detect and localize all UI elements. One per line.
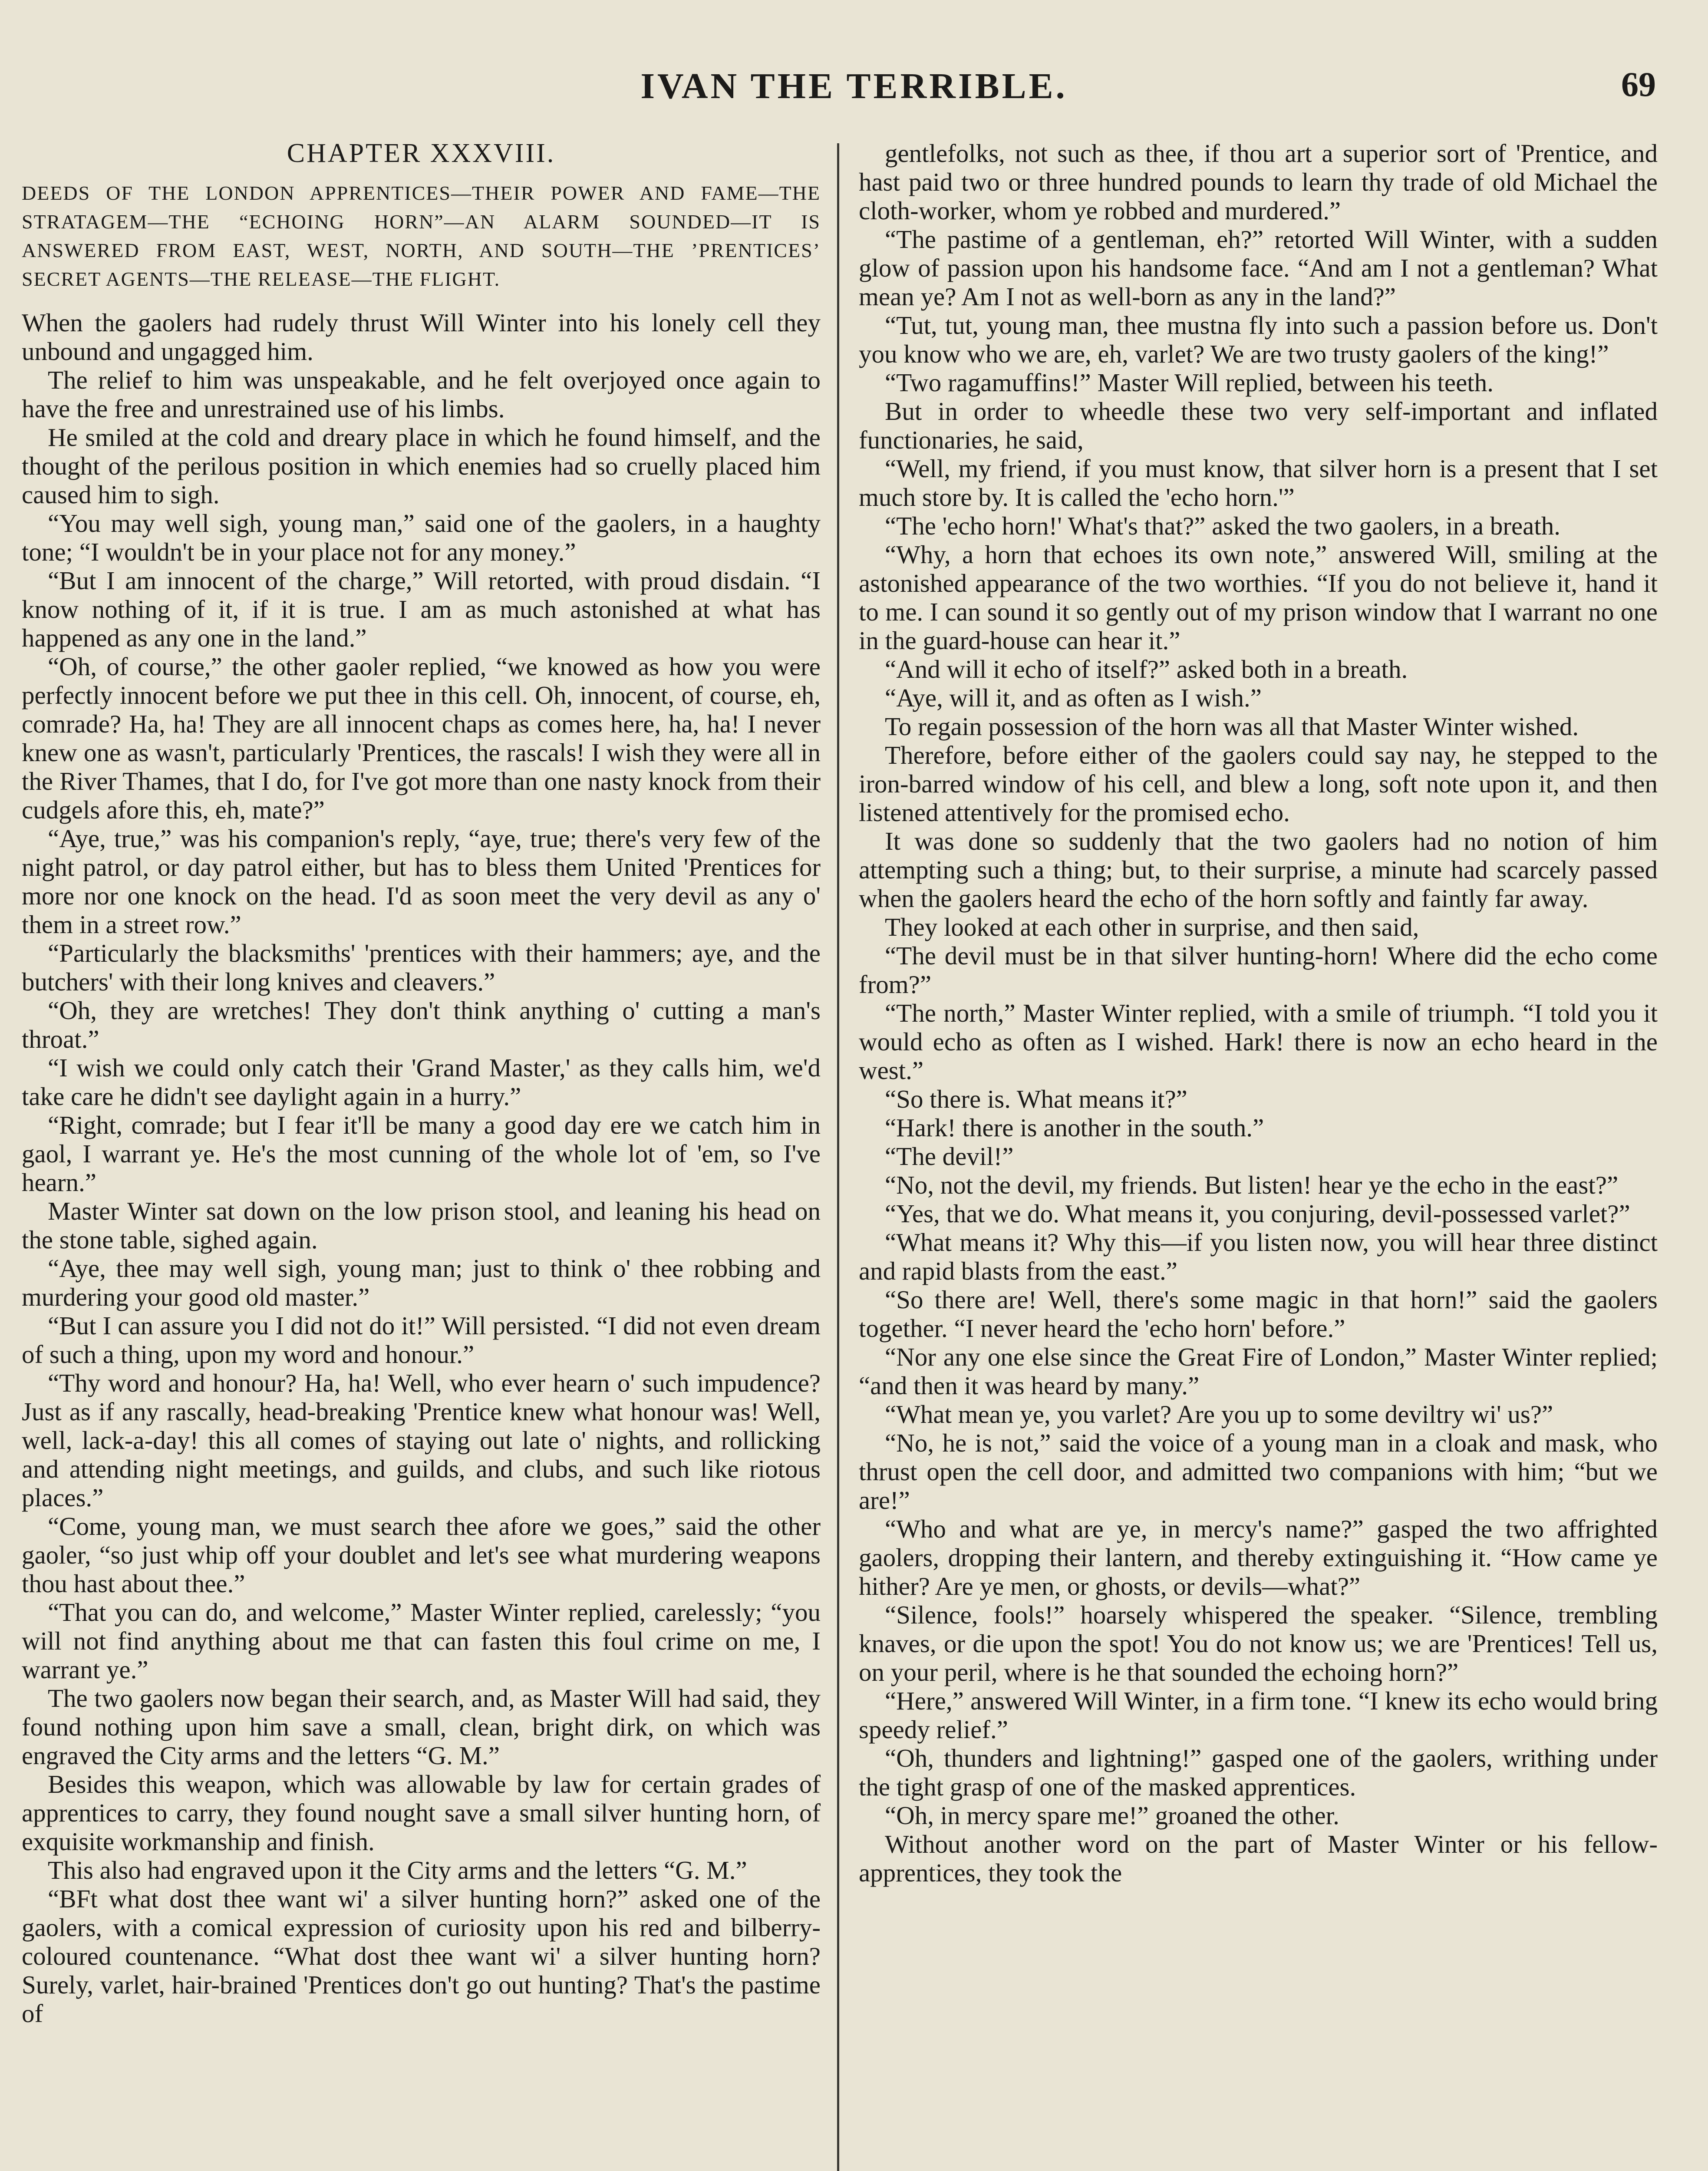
paragraph: “The devil!” bbox=[885, 1142, 1014, 1171]
paragraph: “Right, comrade; but I fear it'll be many a good day ere we catch him in gaol, I warrant ye. He's the most cunning of the whole lot of 'em, so I've hearn.” bbox=[22, 1111, 821, 1197]
paragraph: “No, not the devil, my friends. But listen! hear ye the echo in the east?” bbox=[885, 1171, 1619, 1199]
paragraph: Master Winter sat down on the low prison stool, and leaning his head on the stone table, sighed again. bbox=[22, 1197, 821, 1254]
paragraph: Therefore, before either of the gaolers could say nay, he stepped to the iron-barred window of his cell, and blew a long, soft note upon it, and then listened attentively for the promised echo. bbox=[859, 741, 1658, 827]
paragraph: gentlefolks, not such as thee, if thou art a superior sort of 'Prentice, and hast paid two or three hundred pounds to learn thy trade of old Michael the cloth-worker, whom ye robbed and murdered.” bbox=[859, 139, 1658, 225]
paragraph: “So there is. What means it?” bbox=[885, 1085, 1187, 1113]
paragraph: This also had engraved upon it the City arms and the letters “G. M.” bbox=[48, 1856, 747, 1884]
paragraph: “Aye, will it, and as often as I wish.” bbox=[885, 683, 1262, 712]
paragraph: It was done so suddenly that the two gaolers had no notion of him attempting such a thing; but, to their surprise, a minute had scarcely passed when the gaolers heard the echo of the horn softly and faintly far away. bbox=[859, 827, 1658, 913]
paragraph: “Come, young man, we must search thee afore we goes,” said the other gaoler, “so just whip off your doublet and let's see what murdering weapons thou hast about thee.” bbox=[22, 1512, 821, 1598]
paragraph: “And will it echo of itself?” asked both in a breath. bbox=[885, 655, 1408, 683]
page-number: 69 bbox=[1621, 66, 1656, 104]
paragraph: “Who and what are ye, in mercy's name?” gasped the two affrighted gaolers, dropping their lantern, and thereby extinguishing it. “How came ye hither? Are ye men, or ghosts, or devils—what?” bbox=[859, 1514, 1658, 1600]
paragraph: “Aye, true,” was his companion's reply, “aye, true; there's very few of the night patrol, or day patrol either, but has to bless them United 'Prentices for more nor one knock on the head. I'd as soon meet the very devil as any o' them in a street row.” bbox=[22, 824, 821, 939]
paragraph: The two gaolers now began their search, and, as Master Will had said, they found nothing upon him save a small, clean, bright dirk, on which was engraved the City arms and the letters “G. M.” bbox=[22, 1684, 821, 1770]
paragraph: “Particularly the blacksmiths' 'prentices with their hammers; aye, and the butchers' with their long knives and cleavers.” bbox=[22, 939, 821, 996]
paragraph: “The north,” Master Winter replied, with a smile of triumph. “I told you it would echo as often as I wished. Hark! there is now an echo heard in the west.” bbox=[859, 999, 1658, 1085]
paragraph: “But I can assure you I did not do it!” Will persisted. “I did not even dream of such a thing, upon my word and honour.” bbox=[22, 1311, 821, 1369]
paragraph: He smiled at the cold and dreary place in which he found himself, and the thought of the perilous position in which enemies had so cruelly placed him caused him to sigh. bbox=[22, 423, 821, 509]
left-column bbox=[22, 139, 821, 2171]
paragraph: “Well, my friend, if you must know, that silver horn is a present that I set much store by. It is called the 'echo horn.'” bbox=[859, 454, 1658, 511]
running-title: IVAN THE TERRIBLE. bbox=[640, 66, 1068, 106]
paragraph: “Yes, that we do. What means it, you conjuring, devil-possessed varlet?” bbox=[885, 1199, 1630, 1228]
paragraph: “So there are! Well, there's some magic in that horn!” said the gaolers together. “I never heard the 'echo horn' before.” bbox=[859, 1285, 1658, 1343]
paragraph: “Oh, thunders and lightning!” gasped one of the gaolers, writhing under the tight grasp of one of the masked apprentices. bbox=[859, 1744, 1658, 1801]
paragraph: “What mean ye, you varlet? Are you up to some deviltry wi' us?” bbox=[885, 1400, 1553, 1429]
paragraph: To regain possession of the horn was all that Master Winter wished. bbox=[885, 712, 1579, 741]
paragraph: “Two ragamuffins!” Master Will replied, between his teeth. bbox=[885, 368, 1494, 397]
paragraph: “No, he is not,” said the voice of a young man in a cloak and mask, who thrust open the cell door, and admitted two companions with him; “but we are!” bbox=[859, 1429, 1658, 1514]
paragraph: “What means it? Why this—if you listen now, you will hear three distinct and rapid blasts from the east.” bbox=[859, 1228, 1658, 1285]
paragraph: “Oh, they are wretches! They don't think anything o' cutting a man's throat.” bbox=[22, 996, 821, 1053]
right-column bbox=[859, 139, 1658, 2171]
chapter-synopsis: DEEDS OF THE LONDON APPRENTICES—THEIR POWER AND FAME—THE STRATAGEM—THE “ECHOING HORN”—AN ALARM SOUNDED—IT IS ANSWERED FROM EAST, WEST, NORTH, AND SOUTH—THE ’PRENTICES’ SECRET AGENTS—THE RELEASE—THE FLIGHT. bbox=[22, 182, 821, 290]
paragraph: “Thy word and honour? Ha, ha! Well, who ever hearn o' such impudence? Just as if any rascally, head-breaking 'Prentice knew what honour was! Well, well, lack-a-day! this all comes of staying out late o' nights, and rollicking and attending night meetings, and guilds, and clubs, and such like riotous places.” bbox=[22, 1369, 821, 1512]
paragraph: The relief to him was unspeakable, and he felt overjoyed once again to have the free and unrestrained use of his limbs. bbox=[22, 366, 821, 423]
paragraph: But in order to wheedle these two very self-important and inflated functionaries, he said, bbox=[859, 397, 1658, 454]
paragraph: “Oh, in mercy spare me!” groaned the other. bbox=[885, 1801, 1339, 1830]
paragraph: Besides this weapon, which was allowable by law for certain grades of apprentices to carry, they found nought save a small silver hunting horn, of exquisite workmanship and finish. bbox=[22, 1770, 821, 1856]
paragraph: “Here,” answered Will Winter, in a firm tone. “I knew its echo would bring speedy relief.” bbox=[859, 1686, 1658, 1744]
paragraph: “Oh, of course,” the other gaoler replied, “we knowed as how you were perfectly innocent before we put thee in this cell. Oh, innocent, of course, eh, comrade? Ha, ha! They are all innocent chaps as comes here, ha, ha! I never knew one as wasn't, particularly 'Prentices, the rascals! I wish they were all in the River Thames, that I do, for I've got more than one nasty knock from their cudgels afore this, eh, mate?” bbox=[22, 652, 821, 824]
paragraph: “That you can do, and welcome,” Master Winter replied, carelessly; “you will not find anything about me that can fasten this foul crime on me, I warrant ye.” bbox=[22, 1598, 821, 1684]
paragraph: Without another word on the part of Master Winter or his fellow-apprentices, they took the bbox=[859, 1830, 1658, 1887]
paragraph: “The pastime of a gentleman, eh?” retorted Will Winter, with a sudden glow of passion upon his handsome face. “And am I not a gentleman? What mean ye? Am I not as well-born as any in the land?” bbox=[859, 225, 1658, 311]
page-header bbox=[0, 65, 1708, 113]
paragraph: “Silence, fools!” hoarsely whispered the speaker. “Silence, trembling knaves, or die upon the spot! You do not know us; we are 'Prentices! Tell us, on your peril, where is he that sounded the echoing horn?” bbox=[859, 1600, 1658, 1686]
chapter-heading: CHAPTER XXXVIII. bbox=[287, 139, 556, 168]
paragraph: “Aye, thee may well sigh, young man; just to think o' thee robbing and murdering your good old master.” bbox=[22, 1254, 821, 1311]
paragraph: “You may well sigh, young man,” said one of the gaolers, in a haughty tone; “I wouldn't be in your place not for any money.” bbox=[22, 509, 821, 566]
paragraph: “Hark! there is another in the south.” bbox=[885, 1113, 1264, 1142]
paragraph: “But I am innocent of the charge,” Will retorted, with proud disdain. “I know nothing of it, if it is true. I am as much astonished at what has happened as any one in the land.” bbox=[22, 566, 821, 652]
paragraph: “The devil must be in that silver hunting-horn! Where did the echo come from?” bbox=[859, 941, 1658, 999]
paragraph: “The 'echo horn!' What's that?” asked the two gaolers, in a breath. bbox=[885, 511, 1561, 540]
paragraph: When the gaolers had rudely thrust Will Winter into his lonely cell they unbound and ungagged him. bbox=[22, 308, 821, 366]
column-divider bbox=[837, 143, 839, 2171]
paragraph: “Tut, tut, young man, thee mustna fly into such a passion before us. Don't you know who we are, eh, varlet? We are two trusty gaolers of the king!” bbox=[859, 311, 1658, 368]
paragraph: “Nor any one else since the Great Fire of London,” Master Winter replied; “and then it was heard by many.” bbox=[859, 1343, 1658, 1400]
paragraph: “I wish we could only catch their 'Grand Master,' as they calls him, we'd take care he didn't see daylight again in a hurry.” bbox=[22, 1053, 821, 1111]
paragraph: “Why, a horn that echoes its own note,” answered Will, smiling at the astonished appearance of the two worthies. “If you do not believe it, hand it to me. I can sound it so gently out of my prison window that I warrant no one in the guard-house can hear it.” bbox=[859, 540, 1658, 655]
paragraph: “BFt what dost thee want wi' a silver hunting horn?” asked one of the gaolers, with a comical expression of curiosity upon his red and bilberry-coloured countenance. “What dost thee want wi' a silver hunting horn? Surely, varlet, hair-brained 'Prentices don't go out hunting? That's the pastime of bbox=[22, 1884, 821, 2028]
paragraph: They looked at each other in surprise, and then said, bbox=[885, 913, 1419, 941]
